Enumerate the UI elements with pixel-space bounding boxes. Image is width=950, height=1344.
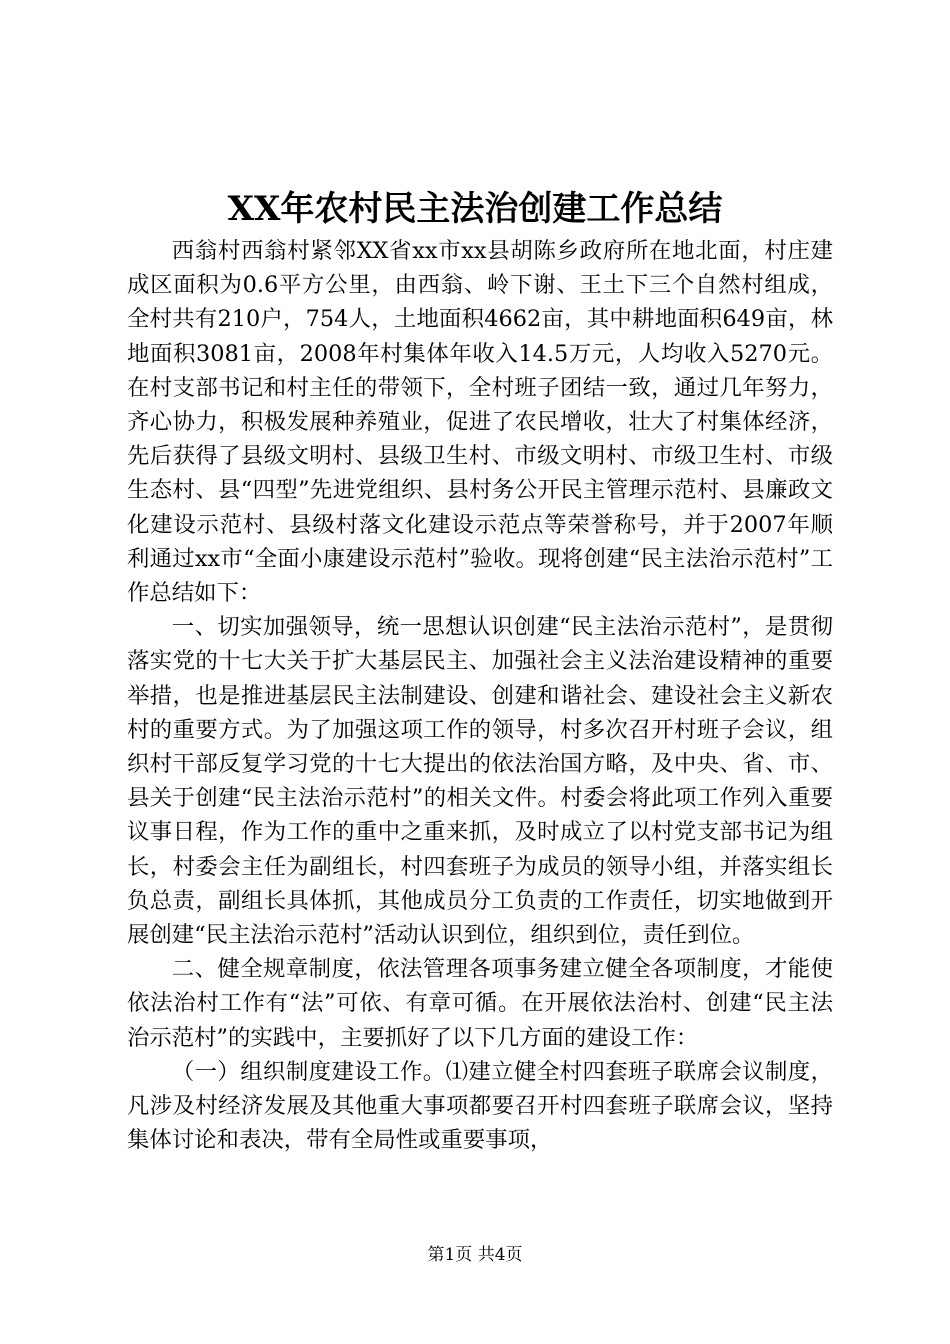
paragraph-intro: 西翁村西翁村紧邻XX省xx市xx县胡陈乡政府所在地北面，村庄建成区面积为0.6平方公里，由西翁、岭下谢、王土下三个自然村组成，全村共有210户，754人，土地面积4662亩，其中耕地面积649亩，林地面积3081亩，2008年村集体年收入14.5万元，人均收入5270元。在村支部书记和村主任的带领下，全村班子团结一致，通过几年努力，齐心协力，积极发展种养殖业，促进了农民增收，壮大了村集体经济，先后获得了县级文明村、县级卫生村、市级文明村、市级卫生村、市级生态村、县“四型”先进党组织、县村务公开民主管理示范村、县廉政文化建设示范村、县级村落文化建设示范点等荣誉称号，并于2007年顺利通过xx市“全面小康建设示范村”验收。现将创建“民主法治示范村”工作总结如下： <box>127 238 833 607</box>
paragraph-section-1: 一、切实加强领导，统一思想认识创建“民主法治示范村”，是贯彻落实党的十七大关于扩大基层民主、加强社会主义法治建设精神的重要举措，也是推进基层民主法制建设、创建和谐社会、建设社会主义新农村的重要方式。为了加强这项工作的领导，村多次召开村班子会议，组织村干部反复学习党的十七大提出的依法治国方略，及中央、省、市、县关于创建“民主法治示范村”的相关文件。村委会将此项工作列入重要议事日程，作为工作的重中之重来抓，及时成立了以村党支部书记为组长，村委会主任为副组长，村四套班子为成员的领导小组，并落实组长负总责，副组长具体抓，其他成员分工负责的工作责任，切实地做到开展创建“民主法治示范村”活动认识到位，组织到位，责任到位。 <box>127 614 833 949</box>
document-body <box>127 234 833 1157</box>
page-footer: 第1页 共4页 <box>427 1245 523 1265</box>
paragraph-section-2: 二、健全规章制度，依法管理各项事务建立健全各项制度，才能使依法治村工作有“法”可依、有章可循。在开展依法治村、创建“民主法治示范村”的实践中，主要抓好了以下几方面的建设工作： <box>127 956 833 1051</box>
document-title: XX年农村民主法治创建工作总结 <box>227 189 723 229</box>
paragraph-subsection-1: （一）组织制度建设工作。⑴建立健全村四套班子联席会议制度，凡涉及村经济发展及其他重大事项都要召开村四套班子联席会议，坚持集体讨论和表决，带有全局性或重要事项， <box>127 1058 833 1154</box>
